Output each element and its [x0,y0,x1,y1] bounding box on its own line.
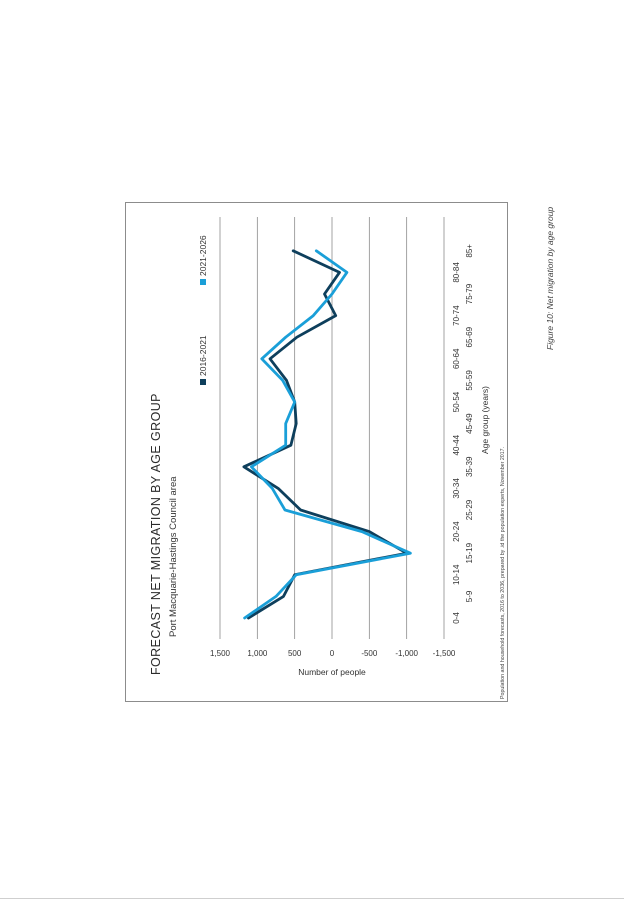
series-line-2021-2026 [245,251,411,618]
x-tick-label: 65-69 [465,326,474,348]
legend-swatch-2016-2021 [200,379,206,385]
x-tick-label: 60-64 [452,348,461,370]
x-tick-label: 55-59 [465,370,474,391]
x-tick-label: 80-84 [452,262,461,283]
y-tick-label: 0 [329,649,335,658]
x-tick-label: 30-34 [452,478,461,499]
y-tick-label: 1,500 [209,649,231,658]
x-tick-label: 45-49 [465,413,474,434]
x-tick-label: 85+ [465,244,474,258]
figure-frame [125,202,508,702]
series-lines [244,251,411,618]
x-tick-label: 75-79 [465,283,474,305]
rotated-figure [126,203,509,703]
legend-label-2016-2021: 2016-2021 [198,335,208,376]
x-tick-label: 25-29 [465,499,474,521]
x-tick-label: 50-54 [452,391,461,413]
chart-canvas [126,203,509,703]
page-bottom-rule [0,898,624,899]
y-axis-label: Number of people [298,667,366,677]
x-tick-label: 10-14 [452,564,461,586]
y-tick-label: -1,000 [395,649,419,658]
y-tick-label: 500 [287,649,302,658]
y-tick-label: 1,000 [247,649,268,658]
x-tick-label: 20-24 [452,521,461,542]
legend-swatch-2021-2026 [200,279,206,285]
x-tick-label: 35-39 [465,456,474,478]
y-tick-label: -1,500 [432,649,456,658]
x-tick-label: 5-9 [465,590,474,603]
x-tick-label: 40-44 [452,434,461,456]
y-tick-label: -500 [361,649,378,658]
x-tick-label: 0-4 [452,612,461,624]
y-tick-labels [210,649,456,677]
series-line-2016-2021 [244,251,407,618]
x-tick-label: 70-74 [452,305,461,326]
chart-title: FORECAST NET MIGRATION BY AGE GROUP [149,393,163,675]
x-tick-label: 15-19 [465,542,474,564]
chart-subtitle: Port Macquarie-Hastings Council area [168,476,179,637]
legend [198,235,208,385]
figure-caption: Figure 10: Net migration by age group [545,206,555,350]
source-note: Population and household forecasts, 2016 to 2036, prepared by .id the population experts, November 2017. [500,446,506,699]
x-tick-labels [452,244,474,624]
x-axis-label: Age group (years) [480,385,490,455]
grid [220,217,444,639]
figure-caption-wrapper [537,195,567,355]
legend-label-2021-2026: 2021-2026 [198,235,208,276]
